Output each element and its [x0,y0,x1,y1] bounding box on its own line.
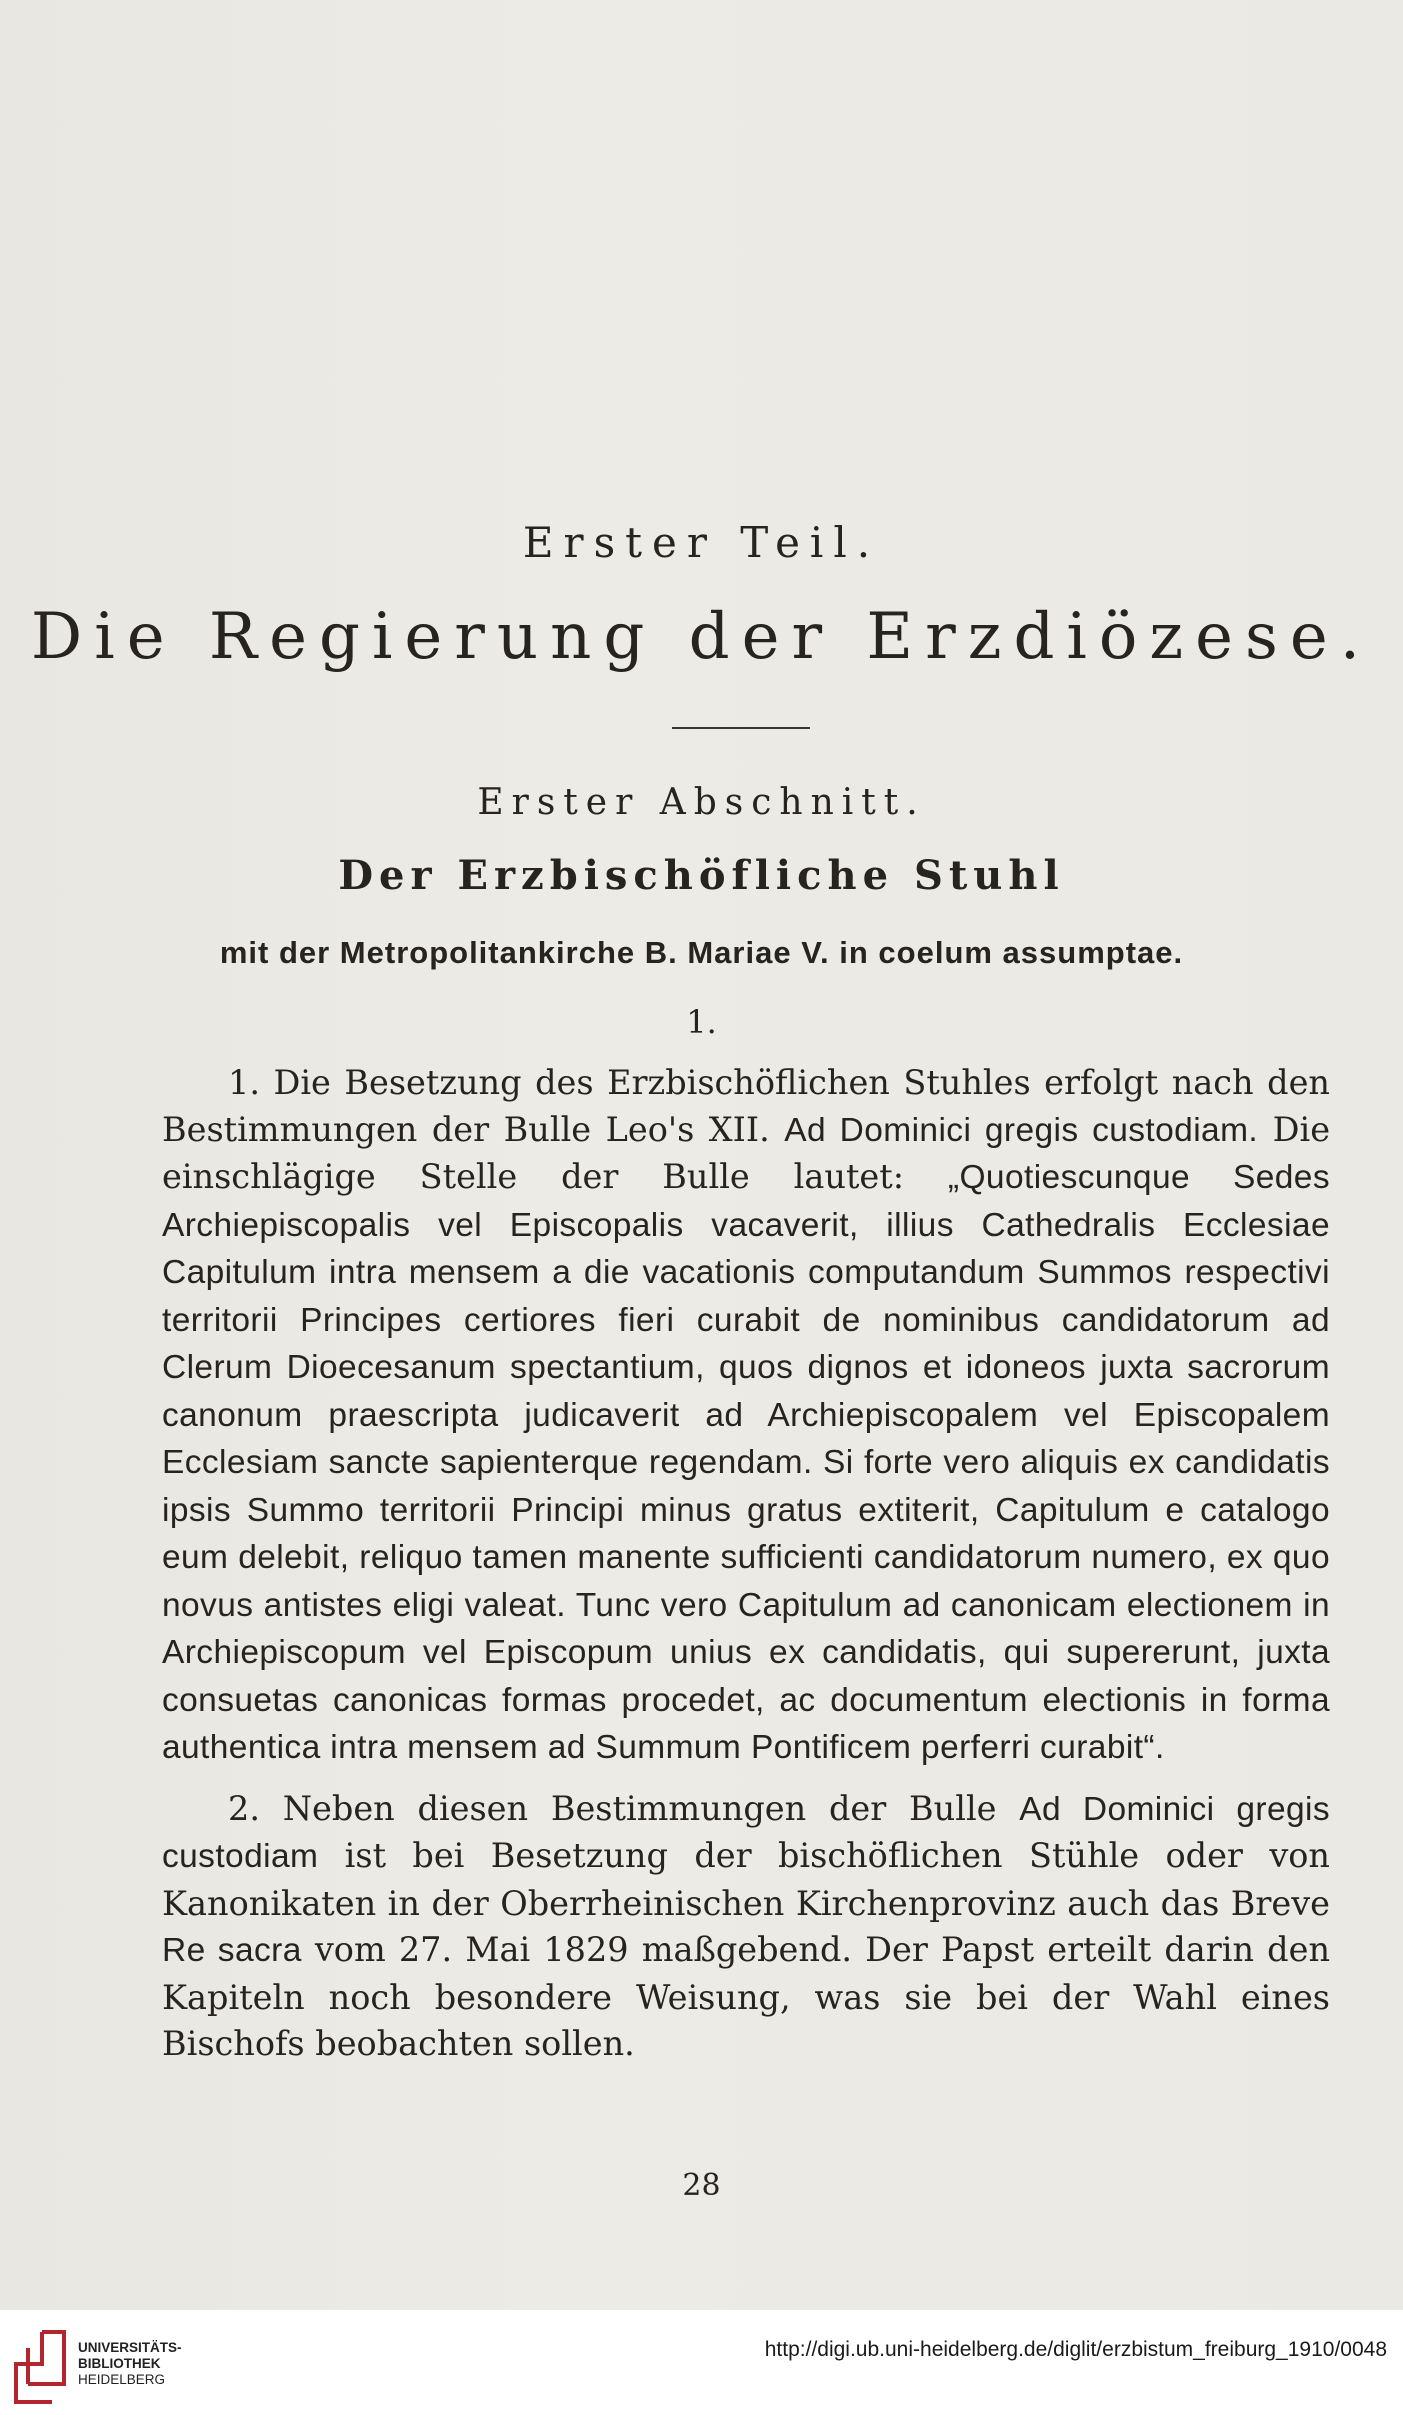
source-url[interactable]: http://digi.ub.uni-heidelberg.de/diglit/erzbistum_freiburg_1910/0048 [764,2338,1387,2361]
library-logo-text: UNIVERSITÄTS- BIBLIOTHEK HEIDELBERG [78,2340,182,2387]
latin-title: Ad Dominici gregis custodiam. [784,1111,1259,1149]
page-number: 28 [682,2168,721,2203]
paragraph-number: 1. [686,1003,717,1041]
section-subtitle: mit der Metropolitankirche B. Mariae V. in coelum assumptae. [219,935,1184,970]
section-heading: Erster Abschnitt. [477,782,926,823]
library-logo-icon [12,2328,68,2406]
body-text [162,1060,1330,2068]
paragraph-1: 1. Die Besetzung des Erzbischöflichen Stuhles erfolgt nach den Bestimmungen der Bulle Leo's XII. Ad Dominici gregis custodiam. Die einschlägige Stelle der Bulle lautet: „Quotiescunque Sedes Archiepiscopalis vel Episcopalis vacaverit, illius Cathedralis Ecclesiae Capitulum intra mensem a die vacationis computandum Summos respectivi territorii Principes certiores fieri curabit de nominibus candidatorum ad Clerum Dioecesanum spectantium, quos dignos et idoneos juxta sacrorum canonum praescripta judicaverit ad Archiepiscopalem vel Episcopalem Ecclesiam sancte sapienterque regendam. Si forte vero aliquis ex candidatis ipsis Summo territorii Principi minus gratus extiterit, Capitulum e catalogo eum delebit, reliquo tamen manente sufficienti candidatorum numero, ex quo novus antistes eligi valeat. Tunc vero Capitulum ad canonicam electionem in Archiepiscopum vel Episcopum unius ex candidatis, qui supererunt, juxta consuetas canonicas formas procedet, ac documentum electionis in forma authentica intra mensem ad Summum Pontificem perferri curabit“. [162,1063,1331,1766]
latin-title: Re sacra [162,1932,302,1969]
divider-rule [672,727,810,729]
paragraph-2: 2. Neben diesen Bestimmungen der Bulle Ad Dominici gregis custodiam ist bei Besetzung der bischöflichen Stühle oder von Kanonikaten in der Oberrheinischen Kirchenprovinz auch das Breve Re sacra vom 27. Mai 1829 maßgebend. Der Papst erteilt darin den Kapiteln noch besondere Weisung, was sie bei der Wahl eines Bischofs beobachten sollen. [162,1788,1331,2063]
part-title: Die Regierung der Erzdiözese. [30,600,1373,674]
latin-quote: „Quotiescunque Sedes Archiepiscopalis vel Episcopalis vacaverit, illius Cathedralis Ecclesiae Capitulum intra mensem a die vacationis computandum Summos respectivi territorii Principes certiores fieri curabit de nominibus candidatorum ad Clerum Dioecesanum spectantium, quos dignos et idoneos juxta sacrorum canonum praescripta judicaverit ad Archiepiscopalem vel Episcopalem Ecclesiam sancte sapienterque regendam. Si forte vero aliquis ex candidatis ipsis Summo territorii Principi minus gratus extiterit, Capitulum e catalogo eum delebit, reliquo tamen manente sufficienti candidatorum numero, ex quo novus antistes eligi valeat. Tunc vero Capitulum ad canonicam electionem in Archiepiscopum vel Episcopum unius ex candidatis, qui supererunt, juxta consuetas canonicas formas procedet, ac documentum electionis in forma authentica intra mensem ad Summum Pontificem perferri curabit“. [162,1159,1330,1766]
section-title: Der Erzbischöfliche Stuhl [338,852,1065,899]
part-heading: Erster Teil. [522,518,881,567]
footer-bar [0,2310,1403,2415]
latin-title: Ad Dominici gregis custodiam [162,1790,1330,1875]
